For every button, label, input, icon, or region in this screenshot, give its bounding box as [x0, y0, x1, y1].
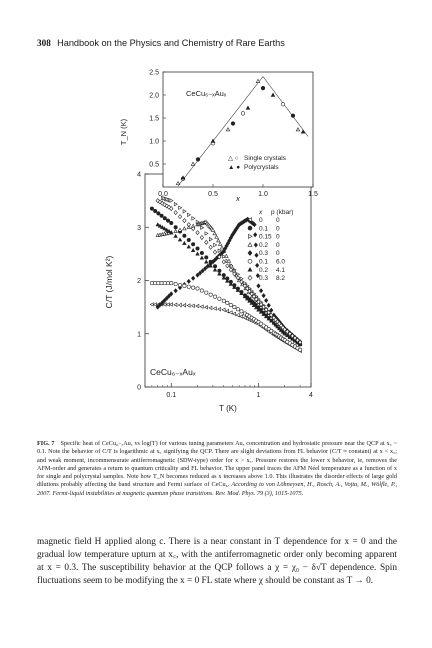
data-point	[196, 287, 199, 290]
data-point	[187, 245, 190, 248]
data-point	[153, 303, 156, 306]
data-point	[150, 207, 153, 210]
data-point	[233, 312, 236, 315]
inset-data-point	[281, 102, 285, 106]
data-point	[150, 303, 153, 306]
legend-marker	[248, 259, 252, 263]
data-point	[240, 315, 243, 318]
y-tick-label: 2	[137, 278, 141, 285]
data-point	[222, 299, 225, 302]
data-point	[213, 295, 216, 298]
y-tick-label: 3	[137, 224, 141, 232]
inset-y-axis-label: T_N (K)	[119, 118, 128, 146]
data-point	[205, 291, 208, 294]
caption-label: FIG. 7	[37, 440, 55, 447]
data-point	[253, 233, 256, 237]
data-point	[150, 281, 153, 284]
data-point	[170, 221, 173, 224]
data-point	[262, 294, 265, 298]
data-point	[213, 265, 216, 268]
data-point	[200, 251, 203, 254]
data-point	[209, 238, 212, 241]
data-point	[157, 212, 160, 215]
legend-p-value: 8.2	[276, 275, 286, 283]
legend-p-value: 4.1	[276, 266, 286, 274]
data-point	[215, 235, 218, 238]
data-point	[178, 303, 181, 306]
inset-legend-markers-poly: ▲ ●	[228, 164, 241, 171]
main-panel	[104, 172, 313, 414]
inset-panel	[119, 70, 318, 204]
data-point	[183, 304, 186, 307]
data-point	[236, 308, 239, 311]
inset-y-tick-label: 1.0	[149, 138, 159, 146]
data-point	[257, 284, 260, 288]
legend-x-value: 0.3	[259, 250, 269, 258]
legend-header-x: x	[259, 209, 263, 216]
data-point	[267, 303, 270, 307]
data-point	[163, 281, 166, 284]
legend-header-p: p (kbar)	[271, 209, 294, 216]
data-point	[236, 313, 239, 316]
data-point	[205, 240, 208, 244]
data-point	[201, 226, 204, 229]
series-5	[150, 281, 302, 351]
data-point	[259, 289, 262, 293]
data-point	[196, 231, 199, 235]
data-point	[205, 260, 208, 263]
inset-legend-label-single: Single crystals	[244, 155, 286, 162]
inset-data-point	[241, 112, 245, 116]
data-point	[229, 268, 232, 272]
data-point	[218, 272, 221, 275]
inset-compound-label: CeCu₆₋ₓAuₓ	[186, 89, 227, 98]
data-point	[160, 281, 163, 284]
inset-x-tick-label: 0.5	[208, 191, 218, 198]
legend-p-value: 0	[276, 217, 280, 224]
data-point	[222, 260, 225, 264]
data-point	[170, 281, 173, 284]
data-point	[200, 256, 203, 259]
legend-marker	[248, 243, 252, 247]
legend-p-value: 6.0	[276, 258, 286, 266]
y-tick-label: 4	[137, 171, 141, 179]
data-point	[226, 264, 229, 268]
data-point	[157, 281, 160, 284]
data-point	[233, 305, 236, 308]
legend-p-value: 0	[276, 250, 280, 258]
data-point	[213, 250, 216, 254]
data-point	[183, 284, 186, 287]
data-point	[174, 202, 177, 205]
data-point	[183, 219, 186, 223]
data-point	[218, 249, 221, 252]
legend-marker	[248, 226, 252, 230]
page-number: 308	[37, 38, 51, 48]
data-point	[187, 238, 190, 241]
data-point	[191, 243, 194, 246]
legend-x-value: 0.1	[259, 258, 269, 266]
main-x-axis-label: T (K)	[219, 404, 237, 413]
data-point	[196, 247, 199, 250]
inset-x-tick-label: 0.0	[158, 191, 168, 198]
legend-p-value: 0	[276, 241, 280, 249]
data-point	[191, 286, 194, 289]
legend-x-value: 0.3	[259, 275, 269, 283]
data-point	[153, 281, 156, 284]
data-point	[209, 306, 212, 309]
figure-caption	[37, 440, 397, 498]
data-point	[187, 285, 190, 288]
data-point	[187, 279, 190, 283]
data-point	[214, 243, 217, 246]
data-point	[205, 256, 208, 259]
inset-legend-markers-single: △ ○	[228, 155, 239, 162]
data-point	[166, 281, 169, 284]
inset-y-tick-label: 2.5	[149, 69, 159, 77]
data-point	[254, 243, 257, 247]
body-paragraph: magnetic field H applied along c. There is a near constant in T dependence for x = 0 and the gradual low temperature upturn at x꜀, with the antiferromagnetic order only becoming apparent at x = 0.3. The susceptibility behavior at the QCP follows a χ = χ₀ − δ√T dependence. Spin fluctuations seem to be modifying the x = 0 FL state where χ should be constant as T → 0.	[37, 537, 397, 586]
data-point	[200, 235, 203, 239]
legend-x-value: 0.2	[259, 241, 269, 249]
inset-x-tick-label: 1.0	[258, 191, 268, 198]
y-tick-label: 1	[137, 331, 141, 339]
data-point	[192, 217, 195, 220]
data-point	[179, 206, 182, 209]
data-point	[218, 307, 221, 310]
data-point	[200, 289, 203, 292]
data-point	[174, 211, 177, 215]
data-point	[213, 268, 216, 271]
data-point	[166, 219, 169, 222]
data-point	[170, 199, 173, 202]
legend-x-value: 0.15	[259, 233, 272, 241]
legend-x-value: 0.1	[259, 225, 269, 233]
data-point	[170, 303, 173, 306]
legend-marker	[248, 276, 252, 281]
data-point	[183, 242, 186, 245]
data-point	[174, 282, 177, 285]
inset-legend-label-poly: Polycrystals	[244, 164, 279, 171]
legend-x-value: 0.2	[259, 266, 269, 274]
data-point	[226, 301, 229, 304]
legend-p-value: 0	[276, 233, 280, 241]
data-point	[218, 242, 221, 245]
data-point	[217, 239, 220, 242]
data-point	[196, 304, 199, 307]
legend-marker	[248, 234, 252, 238]
data-point	[153, 209, 156, 212]
data-point	[160, 214, 163, 217]
x-tick-label: 0.1	[166, 392, 177, 399]
data-point	[213, 307, 216, 310]
data-point	[229, 303, 232, 306]
data-point	[174, 226, 177, 229]
data-point	[205, 232, 208, 235]
data-point	[213, 232, 216, 235]
x-tick-label: 4	[309, 392, 313, 399]
inset-x-tick-label: 1.5	[308, 191, 318, 198]
inset-data-point	[261, 86, 265, 90]
data-point	[191, 249, 194, 252]
data-point	[191, 276, 194, 280]
data-point	[183, 234, 186, 237]
data-point	[209, 293, 212, 296]
running-title: Handbook on the Physics and Chemistry of Rare Earths	[57, 38, 285, 48]
data-point	[163, 216, 166, 219]
data-point	[187, 213, 190, 216]
data-point	[240, 310, 243, 313]
legend-x-value: 0	[259, 217, 263, 224]
data-point	[178, 283, 181, 286]
data-point	[209, 245, 212, 249]
data-point	[205, 306, 208, 309]
data-point	[191, 304, 194, 307]
inset-y-tick-label: 0.5	[149, 161, 159, 169]
caption-citation: According to von Löhneysen, H., Rosch, A., Vojta, M., Wölfle, P., 2007. Fermi-liquid instabilities at magnetic quantum phase transitions. Rev. Mod. Phys. 79 (3), 1015-1075.	[37, 481, 398, 497]
data-point	[225, 254, 228, 257]
data-point	[178, 215, 181, 219]
data-point	[178, 228, 181, 231]
data-point	[227, 259, 230, 262]
data-point	[229, 311, 232, 314]
data-point	[200, 305, 203, 308]
legend-p-value: 0	[276, 225, 280, 233]
inset-data-point	[291, 114, 295, 118]
data-point	[222, 308, 225, 311]
data-point	[264, 298, 267, 302]
x-tick-label: 1	[256, 392, 261, 399]
main-y-axis-label: C/T (J/mol K²)	[104, 255, 114, 309]
data-point	[166, 303, 169, 306]
data-point	[183, 227, 186, 230]
inset-data-point	[231, 122, 235, 126]
data-point	[218, 297, 221, 300]
caption-text: Specific heat of CeCu₆₋ₓAuₓ vs log(T) for various tuning parameters Auₓ concentration and hydrostatic pressure near the QCP at x꜀ ~ 0.1. Note the behavior of C/T is logarithmic at x꜀ signifying the QCP. There are slight deviations from FL behavior (C/T ≈ constant) at x < x꜀; and weak moment, incommensurate antiferromagnetic (SDW-type) order for x > x꜀. Pressure restores the lower x behavior, ie, removes the AFM-order and generates a return to quantum criticality and FL behavior. The upper panel traces the AFM Néel temperature as a function of x for single and polycrystal samples. Note how T_N becomes reduced as x increases above 1.0. This illustrates the disorder effects of large gold dilutions probably affecting the band structure and Fermi surface of CeCu₆.	[37, 440, 397, 489]
inset-y-tick-label: 1.5	[149, 115, 159, 123]
data-point	[174, 303, 177, 306]
data-point	[187, 223, 190, 227]
main-compound-label: CeCu₆₋ₓAuₓ	[150, 367, 196, 377]
data-point	[187, 304, 190, 307]
y-tick-label: 0	[137, 384, 141, 392]
data-point	[196, 252, 199, 255]
data-point	[174, 230, 177, 233]
data-point	[174, 289, 177, 293]
data-point	[174, 234, 177, 237]
data-point	[183, 210, 186, 213]
data-point	[178, 238, 181, 241]
legend-marker	[248, 268, 252, 272]
data-point	[298, 348, 301, 351]
data-point	[255, 253, 258, 257]
inset-y-tick-label: 2.0	[149, 92, 159, 100]
inset-x-axis-label: x	[236, 194, 240, 203]
legend-marker	[248, 251, 252, 256]
data-point	[156, 223, 159, 226]
inset-data-point	[196, 158, 200, 162]
data-point	[226, 309, 229, 312]
